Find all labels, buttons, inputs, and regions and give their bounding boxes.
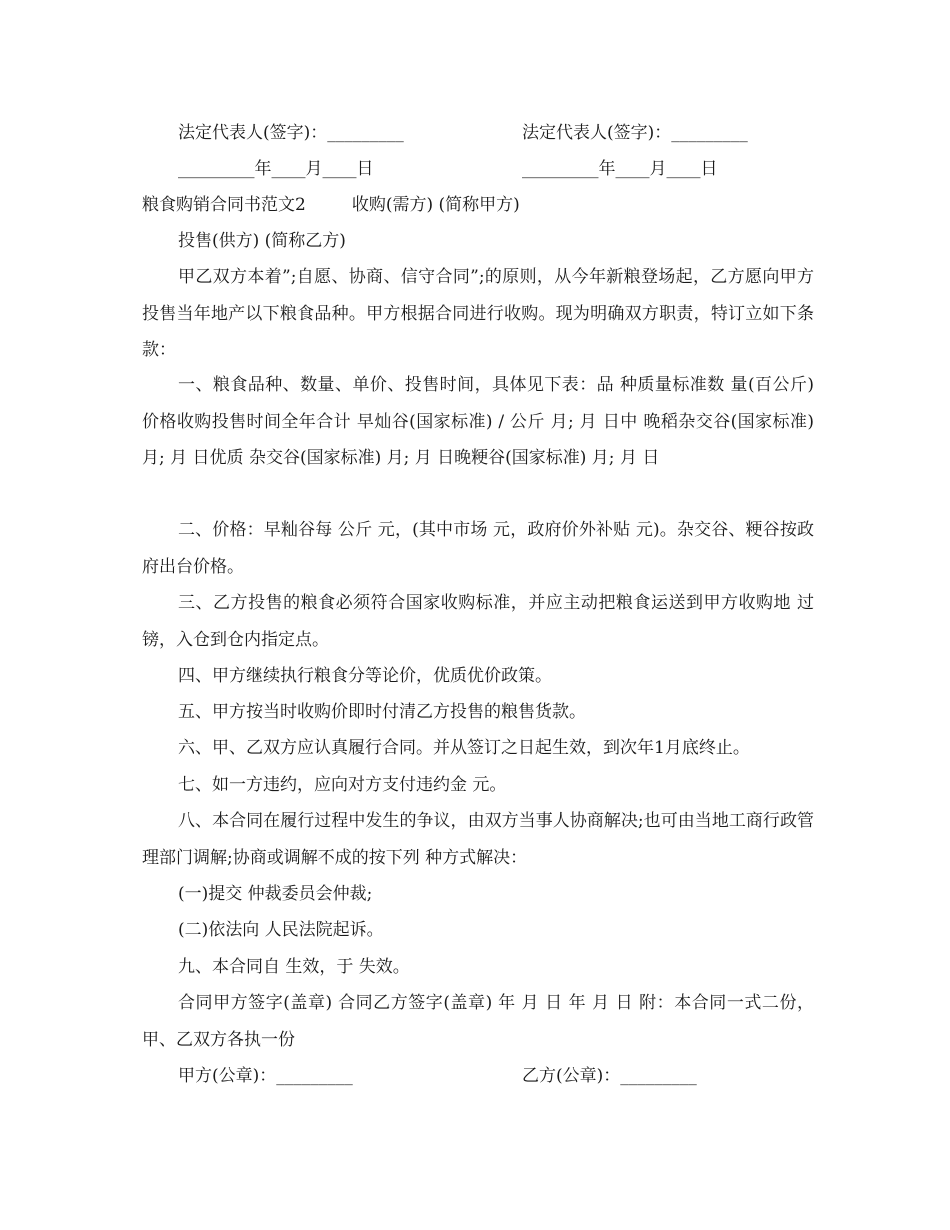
clause-9: 九、本合同自 生效，于 失效。 [178, 957, 410, 977]
party-a-rep-signature: 法定代表人(签字)：_________ [178, 123, 404, 143]
signing-paragraph: 合同甲方签字(盖章) 合同乙方签字(盖章) 年 月 日 年 月 日 附：本合同一式二份，甲、乙双方各执一份 [142, 993, 814, 1050]
clause-1: 一、粮食品种、数量、单价、投售时间，具体见下表：品 种质量标准数 量(百公斤)价格收购投售时间全年合计 早灿谷(国家标准) / 公斤 月; 月 日中 晚稻杂交谷(国家标准) 月; 月 日优质 杂交谷(国家标准) 月; 月 日晚粳谷(国家标准) 月; 月 日 [142, 375, 814, 468]
clause-2: 二、价格：早籼谷每 公斤 元，(其中市场 元，政府价外补贴 元)。杂交谷、粳谷按政府出台价格。 [142, 520, 814, 577]
clause-4: 四、甲方继续执行粮食分等论价，优质优价政策。 [178, 666, 552, 686]
clause-8-option-1: (一)提交 仲裁委员会仲裁; [178, 884, 373, 904]
party-b-rep-signature: 法定代表人(签字)：_________ [522, 123, 748, 143]
party-a-date: _________年____月____日 [178, 159, 374, 179]
party-a-seal: 甲方(公章)：_________ [178, 1066, 353, 1086]
contract-title: 粮食购销合同书范文2 [142, 195, 306, 215]
contract-heading-row [142, 187, 812, 223]
clause-5: 五、甲方按当时收购价即时付清乙方投售的粮售货款。 [178, 702, 586, 722]
buyer-label: 收购(需方) (简称甲方) [351, 195, 520, 215]
clause-3: 三、乙方投售的粮食必须符合国家收购标准，并应主动把粮食运送到甲方收购地 过镑，入仓到仓内指定点。 [142, 593, 814, 650]
seller-label: 投售(供方) (简称乙方) [178, 231, 346, 251]
preamble-paragraph: 甲乙双方本着”;自愿、协商、信守合同”;的原则，从今年新粮登场起，乙方愿向甲方投售当年地产以下粮食品种。甲方根据合同进行收购。现为明确双方职责，特订立如下条款： [142, 267, 814, 360]
clause-7: 七、如一方违约，应向对方支付违约金 元。 [178, 775, 507, 795]
party-b-date: _________年____月____日 [522, 159, 718, 179]
clause-8-option-2: (二)依法向 人民法院起诉。 [178, 920, 384, 940]
clause-6: 六、甲、乙双方应认真履行合同。并从签订之日起生效，到次年1月底终止。 [178, 738, 750, 758]
party-b-seal: 乙方(公章)：_________ [522, 1066, 697, 1086]
clause-8: 八、本合同在履行过程中发生的争议，由双方当事人协商解决;也可由当地工商行政管理部门调解;协商或调解不成的按下列 种方式解决： [142, 811, 814, 868]
